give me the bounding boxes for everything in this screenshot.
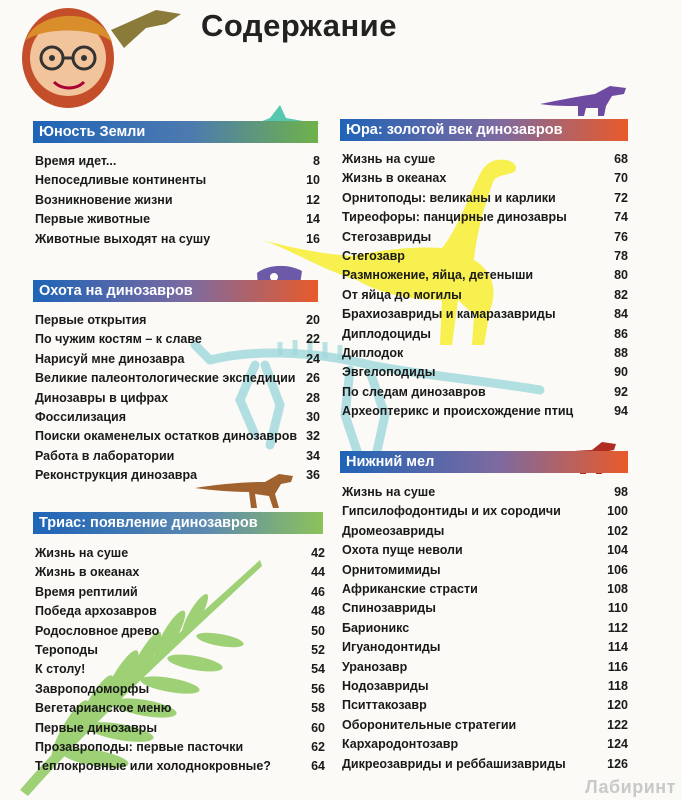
toc-entry-title: Размножение, яйца, детеныши [342,268,534,283]
toc-entry [35,757,325,776]
toc-entry-page: 122 [607,717,628,732]
toc-entry-page: 126 [607,756,628,771]
toc-entry-page: 120 [607,698,628,713]
toc-entry-title: Дромеозавриды [342,523,445,538]
toc-entry-title: Время рептилий [35,584,138,599]
toc-entry-page: 48 [311,604,325,619]
toc-entry-title: К столу! [35,662,86,677]
toc-entry-title: Животные выходят на сушу [35,231,211,246]
toc-entry [35,191,320,210]
toc-entry-title: Первые динозавры [35,720,157,735]
toc-entry-title: Возникновение жизни [35,192,173,207]
toc-entry-page: 92 [614,384,628,399]
toc-entry [342,755,628,774]
toc-entry-page: 82 [614,287,628,302]
toc-entry-title: Пситтакозавр [342,698,427,713]
toc-entry-page: 102 [607,523,628,538]
page-title: Содержание [201,8,397,43]
toc-entry-title: Прозавроподы: первые пасточки [35,740,244,754]
toc-entry-page: 22 [306,332,320,347]
toc-entry-page: 100 [607,504,628,519]
toc-entry-title: Нарисуй мне динозавра [35,351,185,366]
toc-entry-title: Нодозавриды [342,679,429,693]
toc-entry-title: Непоседливые континенты [35,173,207,188]
toc-entry [35,660,325,679]
toc-entry-page: 44 [311,565,325,580]
toc-entry [342,638,628,657]
toc-entry-page: 46 [311,584,325,599]
section-heading: Триас: появление динозавров [33,512,323,534]
toc-entry-page: 10 [306,173,320,188]
toc-entry-page: 32 [306,429,320,444]
toc-entry-page: 30 [306,410,320,424]
toc-entry-page: 116 [607,659,628,674]
section-heading: Юность Земли [33,121,318,143]
toc-entry-page: 62 [311,740,325,754]
toc-entry-title: Оборонительные стратегии [342,717,517,732]
toc-entry-title: Первые открытия [35,313,147,327]
toc-list-dinosaur-hunting [35,311,320,483]
toc-entry-page: 98 [614,485,628,499]
toc-entry-page: 94 [614,404,628,419]
toc-list-youth-of-earth [35,152,320,248]
toc-entry-title: Диплодоциды [342,326,431,341]
toc-entry-page: 16 [306,231,320,246]
toc-entry [342,150,628,169]
toc-entry-title: Великие палеонтологические экспедиции [35,371,296,386]
toc-entry [342,658,628,677]
toc-entry [35,311,320,330]
toc-entry-title: Реконструкция динозавра [35,468,198,483]
toc-entry-title: Гипсилофодонтиды и их сородичи [342,504,561,519]
toc-entry-page: 84 [614,307,628,322]
toc-entry [35,171,320,190]
toc-entry-title: Игуанодонтиды [342,640,441,655]
toc-entry-title: Орнитомимиды [342,562,441,577]
toc-entry-title: По следам динозавров [342,384,486,399]
toc-entry [342,208,628,227]
toc-entry [35,350,320,369]
section-heading: Нижний мел [340,451,628,473]
toc-entry-title: Археоптерикс и происхождение птиц [342,404,574,419]
toc-entry-page: 24 [306,351,320,366]
toc-entry-page: 112 [607,620,628,635]
toc-entry-page: 108 [607,582,628,596]
toc-entry-page: 76 [614,229,628,244]
toc-entry-title: Победа архозавров [35,604,157,619]
toc-entry [342,344,628,363]
toc-entry-title: Дикреозавриды и реббашизавриды [342,756,566,771]
toc-entry [35,389,320,408]
toc-entry [342,677,628,696]
toc-entry [342,522,628,541]
toc-entry-title: Брахиозавриды и камаразавриды [342,307,556,322]
toc-entry-title: Время идет... [35,154,117,168]
toc-entry-title: Тероподы [35,643,98,657]
toc-entry [342,541,628,560]
toc-entry-page: 58 [311,701,325,716]
toc-entry-page: 70 [614,171,628,186]
toc-entry-title: Кархародонтозавр [342,737,459,752]
toc-entry-title: Поиски окаменелых остатков динозавров [35,429,298,444]
toc-entry-title: Жизнь на суше [342,485,436,499]
toc-entry-title: Спинозавриды [342,601,436,616]
toc-entry [35,602,325,621]
toc-entry [35,408,320,427]
toc-list-lower-cretaceous [342,483,628,773]
toc-entry-page: 86 [614,326,628,341]
toc-entry [342,363,628,382]
toc-entry [35,427,320,446]
toc-entry-page: 106 [607,562,628,577]
purple-dinosaur-icon [540,82,630,118]
toc-entry [342,402,628,421]
toc-entry [35,544,325,563]
toc-entry-page: 72 [614,190,628,205]
toc-entry-title: Диплодок [342,346,404,360]
toc-entry [342,561,628,580]
toc-entry [342,247,628,266]
toc-entry [342,286,628,305]
toc-entry [342,502,628,521]
toc-entry [342,716,628,735]
toc-entry-page: 36 [306,468,320,483]
mascot-girl-illustration [6,0,186,110]
toc-entry [35,330,320,349]
toc-entry-title: Жизнь на суше [342,152,436,166]
toc-entry [35,680,325,699]
toc-entry-page: 114 [607,640,628,655]
toc-entry-page: 20 [306,313,320,327]
toc-entry [35,369,320,388]
toc-list-triassic [35,544,325,774]
toc-entry-page: 56 [311,681,325,696]
toc-entry-title: Родословное древо [35,623,160,638]
toc-entry [342,325,628,344]
toc-entry [35,738,325,757]
toc-entry [342,696,628,715]
toc-entry-title: Барионикс [342,620,410,635]
toc-entry-title: Фоссилизация [35,410,127,424]
toc-entry-title: Вегетарианское меню [35,701,172,716]
toc-entry-page: 78 [614,249,628,263]
toc-entry [35,699,325,718]
toc-entry-page: 74 [614,210,628,225]
toc-entry [342,599,628,618]
toc-entry-title: Эвгелоподиды [342,365,436,380]
toc-entry-title: Жизнь на суше [35,546,129,560]
toc-entry [35,622,325,641]
toc-entry [35,466,320,485]
toc-entry-page: 68 [614,152,628,166]
toc-entry-page: 28 [306,390,320,405]
toc-entry [35,210,320,229]
toc-entry [342,228,628,247]
toc-entry-title: Жизнь в океанах [35,565,140,580]
toc-entry-page: 50 [311,623,325,638]
toc-entry [342,169,628,188]
toc-entry-page: 26 [306,371,320,386]
toc-entry-title: Стегозавриды [342,229,432,244]
toc-entry-page: 110 [607,601,628,616]
toc-entry-page: 88 [614,346,628,360]
toc-list-jurassic [342,150,628,418]
toc-entry [35,447,320,466]
toc-entry [342,266,628,285]
toc-entry-title: Теплокровные или холоднокровные? [35,759,271,774]
toc-entry [342,383,628,402]
toc-entry-title: Охота пуще неволи [342,543,463,558]
toc-entry-page: 80 [614,268,628,283]
toc-entry [342,305,628,324]
toc-entry-title: Первые животные [35,212,151,227]
toc-entry-page: 8 [313,154,320,168]
section-heading: Охота на динозавров [33,280,318,302]
toc-entry [342,619,628,638]
toc-entry [35,563,325,582]
toc-entry-page: 104 [607,543,628,558]
toc-entry [35,583,325,602]
toc-entry-page: 12 [306,192,320,207]
toc-entry [342,189,628,208]
toc-entry-title: Африканские страсти [342,582,478,596]
watermark-text: Лабиринт [584,777,676,797]
toc-entry-title: Работа в лаборатории [35,448,175,463]
toc-entry-title: Тиреофоры: панцирные динозавры [342,210,567,225]
toc-entry-page: 118 [607,679,628,693]
toc-entry-page: 52 [311,643,325,657]
toc-entry [342,735,628,754]
toc-entry [35,641,325,660]
toc-entry-page: 34 [306,448,320,463]
toc-entry [35,719,325,738]
toc-entry-page: 124 [607,737,628,752]
toc-entry-title: Жизнь в океанах [342,171,447,186]
toc-entry-page: 42 [311,546,325,560]
toc-entry-title: Орнитоподы: великаны и карлики [342,190,556,205]
toc-entry [35,230,320,249]
toc-entry-page: 54 [311,662,325,677]
toc-entry-page: 90 [614,365,628,380]
toc-entry-title: Завроподоморфы [35,681,150,696]
toc-entry [35,152,320,171]
toc-entry-page: 64 [311,759,325,774]
toc-entry-title: Стегозавр [342,249,405,263]
toc-entry [342,580,628,599]
section-heading: Юра: золотой век динозавров [340,119,628,141]
toc-entry [342,483,628,502]
toc-entry-title: По чужим костям – к славе [35,332,202,347]
toc-entry-title: Динозавры в цифрах [35,390,169,405]
toc-entry-title: От яйца до могилы [342,287,462,302]
toc-entry-page: 60 [311,720,325,735]
toc-entry-page: 14 [306,212,320,227]
toc-entry-title: Уранозавр [342,659,408,674]
